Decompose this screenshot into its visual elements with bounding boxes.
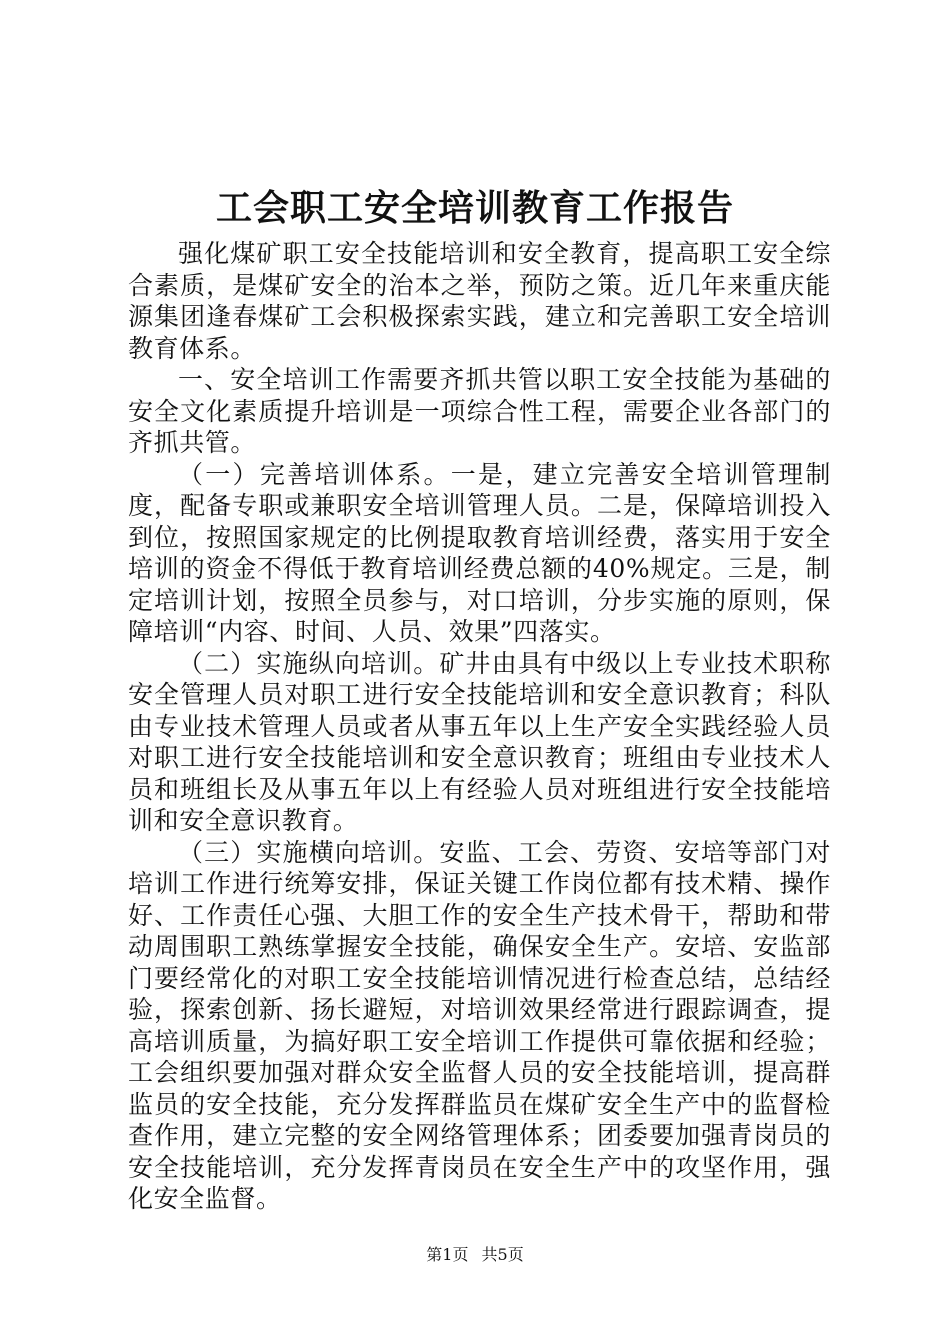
- paragraph-horizontal-training: （三）实施横向培训。安监、工会、劳资、安培等部门对培训工作进行统筹安排，保证关键工作岗位都有技术精、操作好、工作责任心强、大胆工作的安全生产技术骨干，帮助和带动周围职工熟练掌握安全技能，确保安全生产。安培、安监部门要经常化的对职工安全技能培训情况进行检查总结，总结经验，探索创新、扬长避短，对培训效果经常进行跟踪调查，提高培训质量，为搞好职工安全培训工作提供可靠依据和经验；工会组织要加强对群众安全监督人员的安全技能培训，提高群监员的安全技能，充分发挥群监员在煤矿安全生产中的监督检查作用，建立完整的安全网络管理体系；团委要加强青岗员的安全技能培训，充分发挥青岗员在安全生产中的攻坚作用，强化安全监督。: [128, 837, 831, 1213]
- document-body: [128, 238, 831, 1215]
- paragraph-intro: 强化煤矿职工安全技能培训和安全教育，提高职工安全综合素质，是煤矿安全的治本之举，预防之策。近几年来重庆能源集团逢春煤矿工会积极探索实践，建立和完善职工安全培训教育体系。: [128, 239, 831, 363]
- paragraph-training-system: （一）完善培训体系。一是，建立完善安全培训管理制度，配备专职或兼职安全培训管理人员。二是，保障培训投入到位，按照国家规定的比例提取教育培训经费，落实用于安全培训的资金不得低于教育培训经费总额的40%规定。三是，制定培训计划，按照全员参与，对口培训，分步实施的原则，保障培训“内容、时间、人员、效果”四落实。: [128, 459, 831, 646]
- page-number: 第1页: [426, 1245, 469, 1264]
- page-footer: [0, 1245, 950, 1265]
- document-title: 工会职工安全培训教育工作报告: [215, 187, 734, 229]
- paragraph-section-one: 一、安全培训工作需要齐抓共管以职工安全技能为基础的安全文化素质提升培训是一项综合性工程，需要企业各部门的齐抓共管。: [128, 365, 831, 457]
- page-total: 共5页: [481, 1245, 524, 1264]
- paragraph-vertical-training: （二）实施纵向培训。矿井由具有中级以上专业技术职称安全管理人员对职工进行安全技能培训和安全意识教育；科队由专业技术管理人员或者从事五年以上生产安全实践经验人员对职工进行安全技能培训和安全意识教育；班组由专业技术人员和班组长及从事五年以上有经验人员对班组进行安全技能培训和安全意识教育。: [128, 648, 831, 835]
